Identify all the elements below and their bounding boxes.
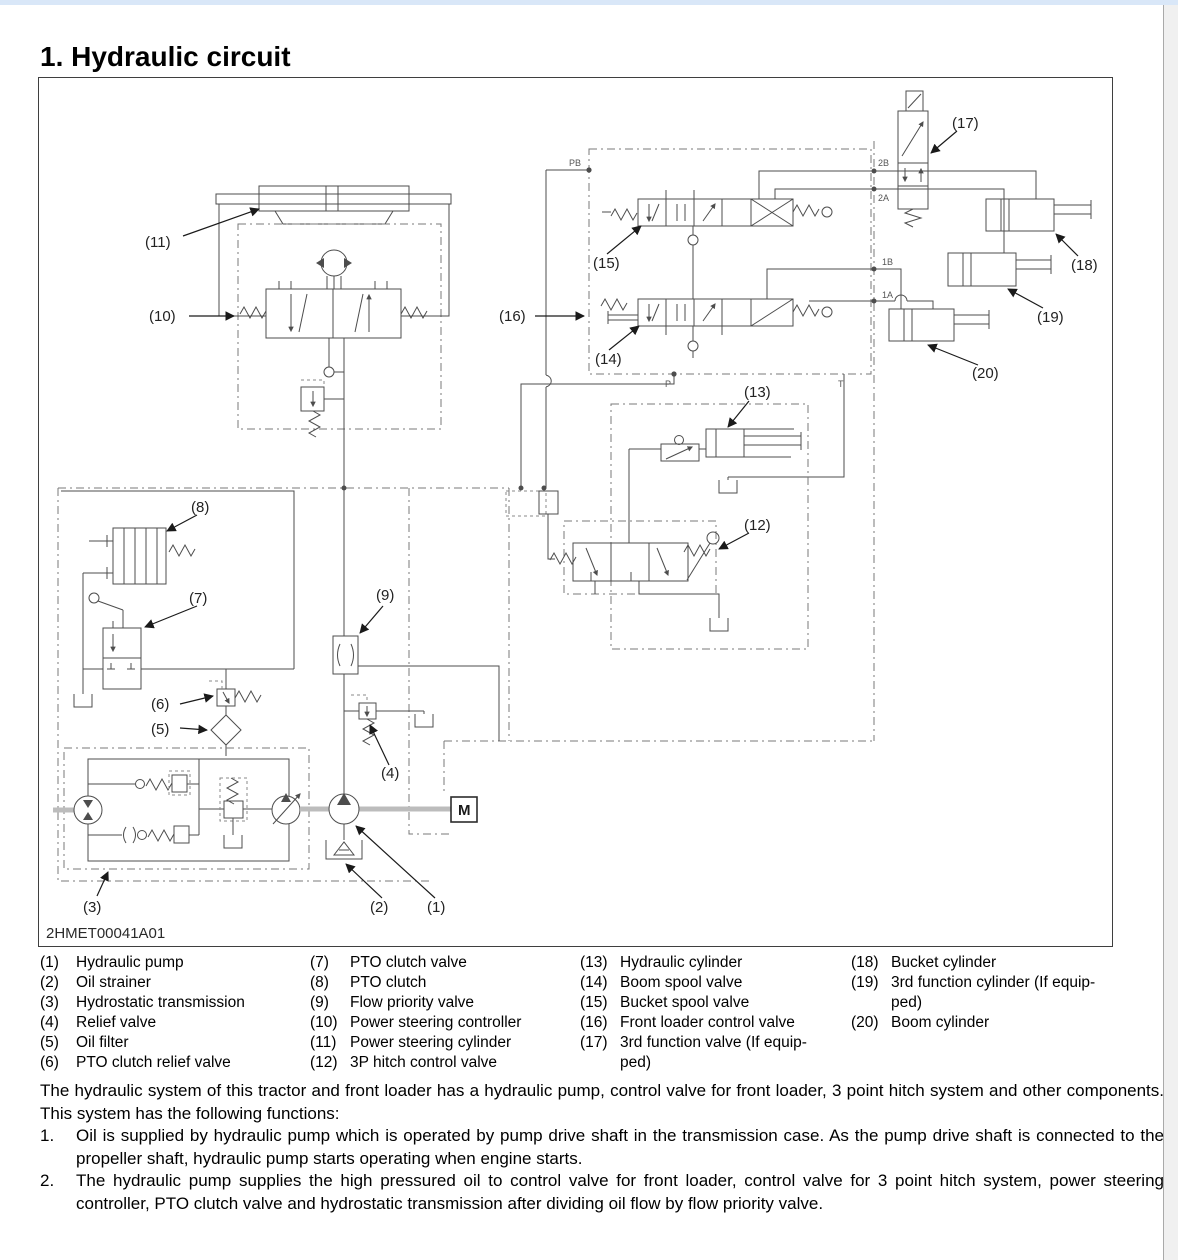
page-title: 1. Hydraulic circuit (40, 40, 291, 72)
front-loader-control-valve (521, 149, 871, 493)
hydrostatic-transmission (53, 748, 309, 869)
power-steering-cylinder (216, 186, 451, 224)
legend-item: (9) Flow priority valve (310, 994, 475, 1011)
port-label-1a: 1A (882, 290, 894, 300)
numbered-item-1: 1. Oil is supplied by hydraulic pump which is operated by pump drive shaft in the transmission case. As the pump drive shaft is connected to the propeller shaft, hydraulic pump starts operating when engine starts. (40, 1126, 1164, 1168)
port-label-m: M (458, 802, 471, 819)
hydraulic-circuit-diagram (38, 77, 1113, 947)
legend-item: (18) Bucket cylinder (851, 954, 997, 971)
callout-8: (8) (191, 499, 210, 516)
power-steering-controller (219, 204, 449, 437)
callout-15: (15) (593, 255, 620, 272)
port-label-2a: 2A (878, 193, 890, 203)
legend-item: (20) Boom cylinder (851, 1014, 990, 1031)
callout-14: (14) (595, 351, 622, 368)
callout-13: (13) (744, 384, 771, 401)
legend-item: (10) Power steering controller (310, 1014, 522, 1031)
legend-item: (6) PTO clutch relief valve (40, 1054, 231, 1071)
legend-item: (15) Bucket spool valve (580, 994, 750, 1011)
circuit-schematic (39, 78, 1112, 946)
port-dots (342, 167, 877, 490)
engine-motor-symbol (451, 797, 477, 822)
legend-column-4 (851, 953, 1151, 1033)
legend-item: (2) Oil strainer (40, 974, 151, 991)
flow-priority-valve (333, 338, 499, 794)
legend-item: (3) Hydrostatic transmission (40, 994, 245, 1011)
legend-column-3 (580, 953, 848, 1073)
pto-clutch-relief-valve (209, 669, 261, 706)
third-function-valve (898, 91, 928, 227)
port-label-pb: PB (569, 158, 582, 168)
callout-9: (9) (376, 587, 395, 604)
boom-cylinder (889, 309, 989, 341)
legend-item: (17) 3rd function valve (If equip- ped) (580, 1034, 807, 1071)
callout-11: (11) (145, 234, 171, 251)
legend-item: (14) Boom spool valve (580, 974, 743, 991)
callout-5: (5) (151, 721, 170, 738)
callout-10: (10) (149, 308, 176, 325)
boundary-lines (58, 141, 874, 881)
hydraulic-pump (300, 793, 451, 840)
top-strip (0, 0, 1178, 5)
pto-clutch (61, 491, 294, 707)
pto-clutch-valve (89, 593, 141, 689)
legend-item: (12) 3P hitch control valve (310, 1054, 498, 1071)
legend-column-2 (310, 953, 575, 1073)
legend-column-1 (40, 953, 305, 1073)
bucket-cylinder (986, 199, 1091, 231)
callout-20: (20) (972, 365, 999, 382)
legend-item: (13) Hydraulic cylinder (580, 954, 743, 971)
callout-2: (2) (370, 899, 389, 916)
page-edge (1163, 5, 1178, 1260)
callout-7: (7) (189, 590, 208, 607)
callout-16: (16) (499, 308, 526, 325)
callout-17: (17) (952, 115, 979, 132)
callout-12: (12) (744, 517, 771, 534)
legend-item: (5) Oil filter (40, 1034, 129, 1051)
hydraulic-cylinder (629, 429, 801, 543)
callout-18: (18) (1071, 257, 1098, 274)
main-relief-valve (344, 695, 433, 745)
oil-strainer (326, 840, 362, 859)
port-label-2b: 2B (878, 158, 890, 168)
callout-1: (1) (427, 899, 446, 916)
hitch-control-valve (550, 521, 728, 631)
port-label-1b: 1B (882, 257, 894, 267)
numbered-item-2: 2. The hydraulic pump supplies the high pressured oil to control valve for front loader, control valve for 3 point hitch system, power steering controller, PTO clutch valve and hydrostatic transmission after dividing oil flow by flow priority valve. (40, 1171, 1164, 1213)
legend-item: (8) PTO clutch (310, 974, 427, 991)
figure-code: 2HMET00041A01 (46, 925, 166, 942)
bucket-spool-valve (602, 190, 832, 358)
third-function-cylinder (948, 253, 1051, 286)
callout-4: (4) (381, 765, 400, 782)
intro-paragraph: The hydraulic system of this tractor and front loader has a hydraulic pump, control valve for front loader, 3 point hitch system and other components. This system has the following functions: (40, 1081, 1164, 1123)
port-label-p: P (665, 379, 672, 389)
legend-item: (4) Relief valve (40, 1014, 157, 1031)
legend-item: (1) Hydraulic pump (40, 954, 184, 971)
callout-6: (6) (151, 696, 170, 713)
legend-item: (11) Power steering cylinder (310, 1034, 512, 1051)
legend-item: (16) Front loader control valve (580, 1014, 795, 1031)
port-label-t: T (838, 379, 844, 389)
callout-19: (19) (1037, 309, 1064, 326)
legend-item: (7) PTO clutch valve (310, 954, 467, 971)
legend-item: (19) 3rd function cylinder (If equip- ped) (851, 974, 1096, 1011)
description-text (40, 1080, 1164, 1215)
callout-3: (3) (83, 899, 102, 916)
